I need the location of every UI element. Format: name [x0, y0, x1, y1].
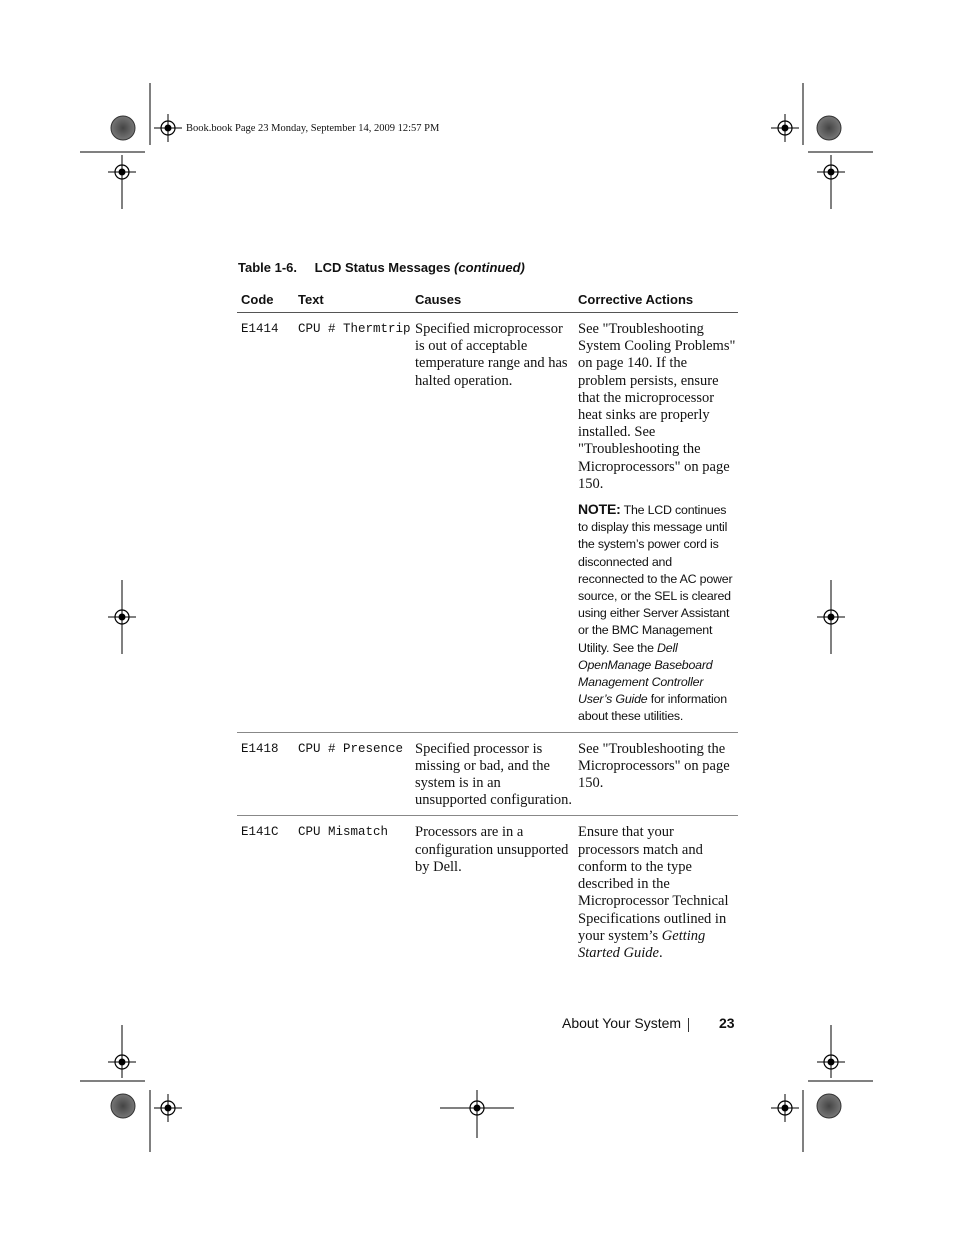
- table-row: [237, 313, 738, 733]
- note-text-end: for information about these utilities.: [578, 692, 727, 724]
- action-text: Ensure that your processors match and conform to the type described in the Microprocessor Technical Specifications outlined in your system’s: [578, 824, 729, 944]
- caption-label: Table 1-6.: [238, 260, 298, 275]
- cell-text: CPU # Thermtrip: [298, 322, 411, 336]
- registration-mark: [154, 1094, 182, 1122]
- cell-code: E1418: [241, 741, 279, 756]
- header-corrective-actions: Corrective Actions: [578, 291, 694, 307]
- cell-text: CPU # Presence: [298, 741, 404, 756]
- starburst-mark: [817, 1094, 841, 1118]
- table-row: [237, 733, 738, 817]
- header-code: Code: [241, 291, 274, 307]
- header-causes: Causes: [415, 291, 462, 307]
- table-row: [237, 816, 738, 968]
- cell-corrective-action: See "Troubleshooting the Microprocessors" on page 150.: [578, 740, 730, 792]
- action-guide-title: Getting Started Guide: [578, 927, 706, 961]
- cell-corrective-action: [574, 321, 738, 726]
- cell-code: E1414: [241, 322, 279, 336]
- caption-title: LCD Status Messages: [314, 260, 451, 275]
- action-text: See "Troubleshooting System Cooling Problems" on page 140. If the problem persists, ensure that the microprocessor heat sinks are properly installed. See "Troubleshooting the Microprocessors" on page 150.: [578, 321, 736, 492]
- cell-causes: Specified processor is missing or bad, and the system is in an unsupported configuration.: [415, 740, 573, 809]
- starburst-mark: [817, 116, 841, 140]
- registration-mark: [771, 1094, 799, 1122]
- table-header-row: [237, 286, 738, 313]
- starburst-mark: [111, 1094, 135, 1118]
- note-block: [578, 501, 738, 726]
- cell-corrective-action: [574, 824, 738, 962]
- cell-causes: Specified microprocessor is out of acceptable temperature range and has halted operation.: [415, 321, 568, 389]
- footer-section-title: About Your System: [562, 1015, 682, 1031]
- cell-causes: Processors are in a configuration unsupported by Dell.: [415, 824, 569, 875]
- starburst-mark: [111, 116, 135, 140]
- header-text: Text: [298, 291, 324, 307]
- registration-mark: [154, 114, 182, 142]
- caption-suffix: (continued): [454, 260, 525, 275]
- footer-divider: [688, 1018, 689, 1032]
- cell-text: CPU Mismatch: [298, 825, 389, 840]
- cell-code: E141C: [241, 825, 279, 840]
- action-text-end: .: [658, 944, 663, 961]
- lcd-status-table: [237, 286, 738, 968]
- note-guide-title: Dell OpenManage Baseboard Management Controller User’s Guide: [578, 640, 713, 707]
- table-caption: [238, 260, 525, 275]
- page-number: 23: [719, 1015, 735, 1031]
- registration-mark: [771, 114, 799, 142]
- print-header: Book.book Page 23 Monday, September 14, 2009 12:57 PM: [186, 123, 440, 134]
- note-label: NOTE:: [578, 501, 621, 518]
- note-text: The LCD continues to display this message until the system’s power cord is disconnected and reconnected to the AC power source, or the SEL is cleared using either Server Assistant or the BMC Management Utility. See the: [578, 503, 733, 655]
